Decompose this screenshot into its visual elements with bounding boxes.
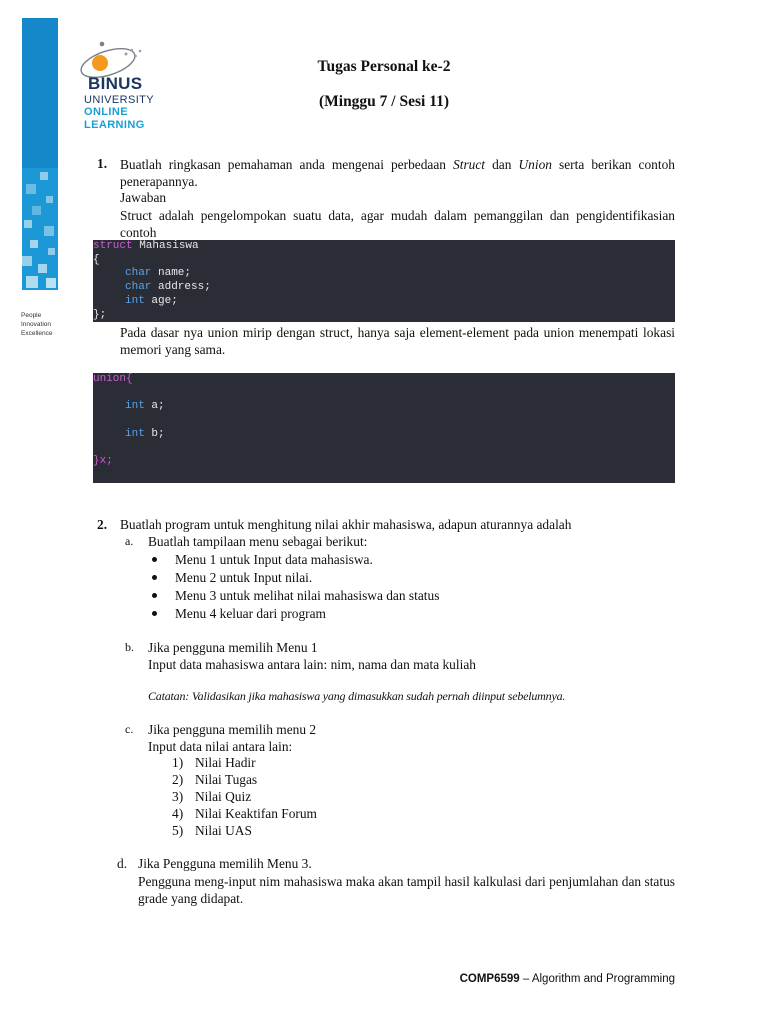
bullet-icon xyxy=(151,588,159,596)
struct-description: Struct adalah pengelompokan suatu data, agar mudah dalam pemanggilan dan pengidentifikasian contoh xyxy=(120,208,675,240)
item-c-text: Jika pengguna memilih menu 2 xyxy=(148,722,317,737)
item-a-label: a. xyxy=(125,534,134,548)
item-c-label: c. xyxy=(125,722,134,736)
union-code-block: union{ int a; int b; }x; xyxy=(93,373,675,483)
item-b-text: Jika pengguna memilih Menu 1 xyxy=(148,640,318,655)
logo-online-learning: ONLINE LEARNING xyxy=(84,106,145,131)
struct-code-block: struct Mahasiswa { char name; char address; int age; }; xyxy=(93,240,675,322)
menu-item: Menu 3 untuk melihat nilai mahasiswa dan status xyxy=(175,588,440,603)
page-footer: COMP6599 – Algorithm and Programming xyxy=(459,973,675,985)
item-d-text: Jika Pengguna memilih Menu 3. xyxy=(138,856,312,871)
question-2-text: Buatlah program untuk menghitung nilai akhir mahasiswa, adapun aturannya adalah xyxy=(120,517,572,532)
question-1-number: 1. xyxy=(97,156,108,171)
grade-item: Nilai UAS xyxy=(195,823,252,838)
union-description: Pada dasar nya union mirip dengan struct, hanya saja element-element pada union menempati lokasi memori yang sama. xyxy=(120,325,675,357)
grade-item-number: 2) xyxy=(172,772,184,787)
item-b-note: Catatan: Validasikan jika mahasiswa yang dimasukkan sudah pernah diinput sebelumnya. xyxy=(148,689,566,703)
grade-item-number: 5) xyxy=(172,823,184,838)
menu-item: Menu 1 untuk Input data mahasiswa. xyxy=(175,552,373,567)
item-a-text: Buatlah tampilaan menu sebagai berikut: xyxy=(148,534,368,549)
grade-item-number: 1) xyxy=(172,755,184,770)
bullet-icon xyxy=(151,570,159,578)
question-1-text: Buatlah ringkasan pemahaman anda mengenai perbedaan Struct dan Union serta berikan contoh penerapannya. xyxy=(120,157,675,189)
question-2-number: 2. xyxy=(97,517,108,532)
bullet-icon xyxy=(151,552,159,560)
item-b-detail: Input data mahasiswa antara lain: nim, nama dan mata kuliah xyxy=(148,657,476,672)
grade-item: Nilai Hadir xyxy=(195,755,256,770)
logo-university: UNIVERSITY xyxy=(84,94,155,106)
grade-item-number: 4) xyxy=(172,806,184,821)
grade-item: Nilai Keaktifan Forum xyxy=(195,806,317,821)
bullet-icon xyxy=(151,606,159,614)
menu-item: Menu 2 untuk Input nilai. xyxy=(175,570,313,585)
page-title: Tugas Personal ke-2 xyxy=(317,58,451,75)
page-subtitle: (Minggu 7 / Sesi 11) xyxy=(318,93,450,110)
grade-item: Nilai Tugas xyxy=(195,772,258,787)
menu-item: Menu 4 keluar dari program xyxy=(175,606,326,621)
item-b-label: b. xyxy=(125,640,134,654)
grade-item-number: 3) xyxy=(172,789,184,804)
answer-label: Jawaban xyxy=(120,190,167,205)
item-d-detail: Pengguna meng-input nim mahasiswa maka akan tampil hasil kalkulasi dari penjumlahan dan status grade yang didapat. xyxy=(138,874,675,906)
logo-brand: BINUS xyxy=(88,74,143,93)
tagline: People Innovation Excellence xyxy=(21,312,53,337)
grade-item: Nilai Quiz xyxy=(195,789,252,804)
item-c-detail: Input data nilai antara lain: xyxy=(148,739,293,754)
item-d-label: d. xyxy=(117,856,128,871)
